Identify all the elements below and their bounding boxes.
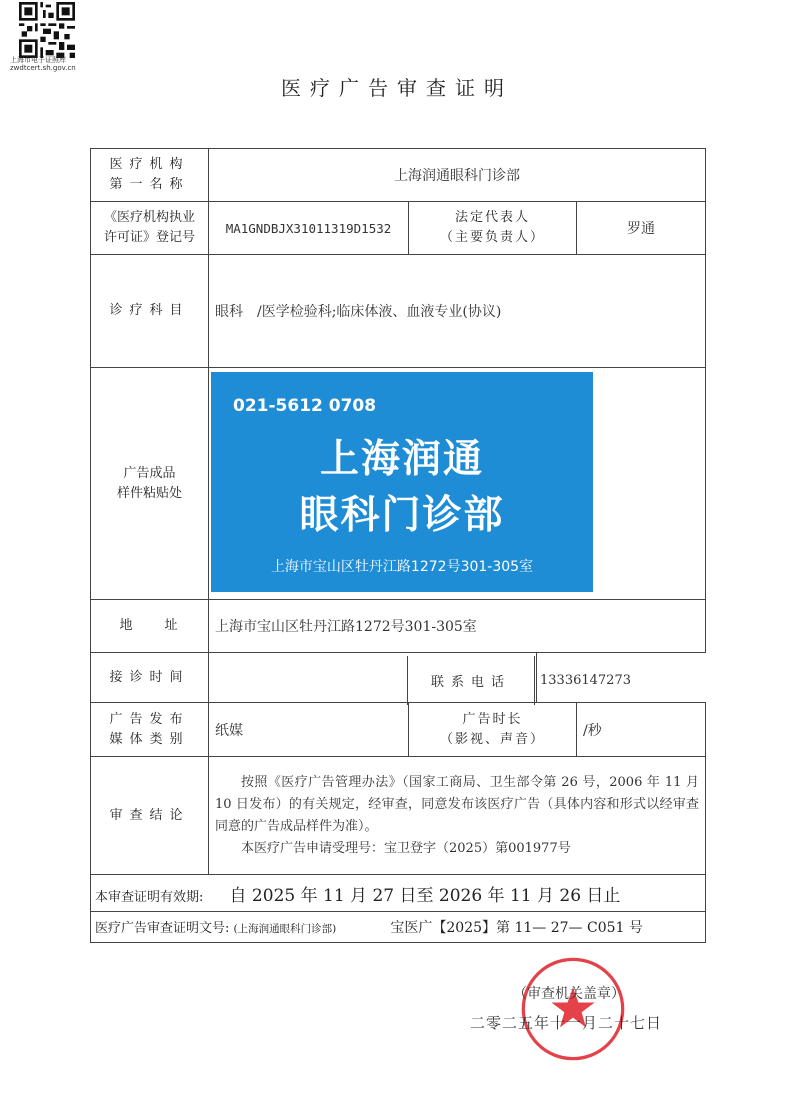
banner-phone: 021-5612 0708 <box>233 396 377 416</box>
sample-label: 广告成品 样件粘贴处 <box>91 368 209 600</box>
legal-rep-value: 罗通 <box>577 202 706 255</box>
duration-value: /秒 <box>577 703 706 757</box>
banner-address: 上海市宝山区牡丹江路1272号301-305室 <box>270 559 534 575</box>
license-label: 《医疗机构执业 许可证》登记号 <box>91 202 209 255</box>
ad-banner <box>211 372 593 592</box>
phone-value: 13336147273 <box>540 673 631 688</box>
banner-title-line1: 上海润通 <box>319 437 484 482</box>
page-title: 医疗广告审查证明 <box>281 76 513 100</box>
duration-label: 广告时长 （影视、声音） <box>409 703 577 757</box>
banner-title-line2: 眼科门诊部 <box>299 493 505 538</box>
qr-code-icon <box>12 2 82 58</box>
issue-date: 二零二五年十一月二十七日 <box>470 1014 663 1032</box>
legal-rep-label: 法定代表人 （主要负责人） <box>409 202 577 255</box>
license-value: MA1GNDBJX31011319D1532 <box>209 202 409 255</box>
conclusion-paragraph-1: 按照《医疗广告管理办法》（国家工商局、卫生部令第 26 号，2006 年 11 月 10 日发布）的有关规定，经审查，同意发布该医疗广告（具体内容和形式以经审查同意的广告成品样件为准）。 <box>215 774 699 834</box>
docno-number: 宝医广【2025】第 11— 27— C051 号 <box>390 920 643 936</box>
conclusion-text <box>209 757 706 875</box>
certificate-table <box>90 148 706 943</box>
phone-label-overlay <box>408 656 535 705</box>
docno-org: (上海润通眼科门诊部) <box>233 923 337 935</box>
official-seal-icon <box>519 955 627 1063</box>
media-label: 广告发布 媒体类别 <box>91 703 209 757</box>
hours-label: 接诊时间 <box>91 653 209 703</box>
conclusion-label: 审查结论 <box>91 757 209 875</box>
department-label: 诊疗科目 <box>91 255 209 368</box>
docno-label: 医疗广告审查证明文号: <box>95 921 230 936</box>
stamp-label: （审查机关盖章） <box>513 986 625 1002</box>
validity-label: 本审查证明有效期: <box>95 889 204 905</box>
media-value: 纸媒 <box>209 703 409 757</box>
validity-row <box>91 875 706 912</box>
department-value: 眼科 /医学检验科;临床体液、血液专业(协议) <box>209 255 706 368</box>
qr-caption-text: 上海市电子证照库 zwdtcert.sh.gov.cn <box>10 56 76 72</box>
sample-area <box>209 368 706 600</box>
qr-caption <box>10 56 90 72</box>
institution-name-value: 上海润通眼科门诊部 <box>209 149 706 202</box>
phone-label-text: 联系电话 <box>430 675 511 690</box>
address-value: 上海市宝山区牡丹江路1272号301-305室 <box>209 600 706 653</box>
institution-name-label: 医疗机构 第一名称 <box>91 149 209 202</box>
phone-cell <box>407 656 705 705</box>
conclusion-paragraph-2: 本医疗广告申请受理号：宝卫登字（2025）第001977号 <box>241 840 571 856</box>
validity-text: 自 2025 年 11 月 27 日至 2026 年 11 月 26 日止 <box>229 885 621 906</box>
address-label: 地 址 <box>91 600 209 653</box>
docno-row <box>91 912 706 943</box>
